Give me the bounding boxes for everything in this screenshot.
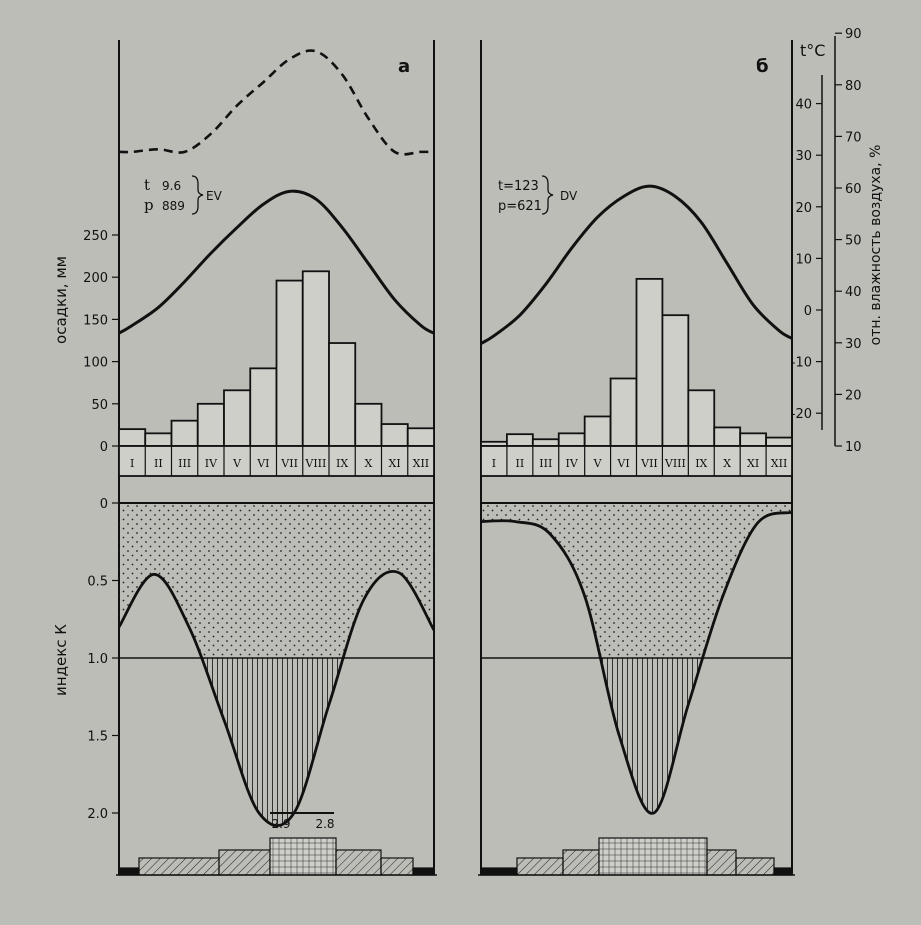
- y-axis-label-humidity: отн. влажность воздуха, %: [868, 144, 884, 346]
- precip-bar: [714, 427, 740, 446]
- humidity-line: [119, 51, 434, 155]
- month-label: XI: [388, 457, 401, 470]
- k-tick-label: 0.5: [87, 574, 108, 590]
- belt-segment: [139, 858, 219, 875]
- annotation-b: [498, 176, 578, 214]
- offscale-label-1: 2.9: [271, 817, 291, 831]
- precip-bar: [198, 404, 224, 446]
- temp-tick-label: -20: [790, 407, 812, 423]
- month-label: II: [154, 457, 163, 470]
- k-tick-label: 0: [99, 497, 108, 512]
- belt-segment: [219, 850, 270, 875]
- panel-b-bottom: [478, 503, 795, 875]
- precip-bar: [382, 424, 408, 446]
- annotation-a-t-value: 9.6: [162, 179, 182, 193]
- humidity-tick-label: 30: [845, 336, 862, 352]
- month-label: III: [178, 457, 192, 470]
- temp-tick-label: 0: [803, 304, 812, 319]
- annotation-b-brace: [542, 176, 553, 214]
- belt-segment: [481, 868, 517, 875]
- precip-bar: [662, 315, 688, 446]
- annotation-b-type: DV: [560, 189, 578, 203]
- y-tick-label: 50: [91, 397, 108, 413]
- humidity-tick-label: 50: [845, 233, 862, 249]
- temp-tick-label: 20: [795, 200, 812, 216]
- annotation-a: [144, 176, 223, 214]
- k-tick-label: 1.5: [87, 729, 108, 745]
- belt-segment: [336, 850, 381, 875]
- k-tick-label: 2.0: [87, 807, 108, 822]
- humidity-tick-label: 40: [845, 285, 862, 301]
- month-label: II: [515, 457, 525, 470]
- month-label: XII: [412, 457, 430, 470]
- y-tick-label: 0: [99, 440, 108, 455]
- precip-bar: [172, 421, 198, 446]
- temp-tick-label: 30: [795, 149, 812, 165]
- precip-bar: [533, 439, 559, 446]
- belt-segment: [707, 850, 736, 875]
- month-label: VIII: [664, 457, 686, 470]
- annotation-b-p: p=621: [498, 199, 542, 214]
- precip-bar: [250, 368, 276, 446]
- y-axis-label-precip: осадки, мм: [52, 256, 70, 344]
- temp-tick-label: -10: [790, 355, 812, 371]
- precip-bar: [740, 433, 766, 446]
- precip-bar: [559, 433, 585, 446]
- month-label: IX: [695, 457, 708, 470]
- annotation-a-p-value: 889: [162, 199, 185, 213]
- panel-a-bottom: [87, 497, 437, 875]
- y-tick-label: 200: [83, 271, 108, 287]
- precip-bar: [355, 404, 381, 446]
- annotation-a-p-label: p: [144, 196, 154, 214]
- month-label: IV: [204, 457, 218, 470]
- month-label: IX: [336, 457, 349, 470]
- temp-tick-label: 10: [795, 252, 812, 268]
- belt-segment: [736, 858, 774, 875]
- month-label: VI: [257, 457, 270, 470]
- precip-bar: [329, 343, 355, 446]
- month-label: X: [364, 457, 373, 470]
- month-label: V: [233, 457, 242, 470]
- month-label: I: [491, 457, 497, 470]
- belt-segment: [517, 858, 563, 875]
- k-tick-label: 1.0: [87, 652, 108, 667]
- precip-bar: [303, 271, 329, 446]
- annotation-a-brace: [192, 176, 203, 214]
- precip-bar: [766, 438, 792, 446]
- right-axes: [791, 27, 862, 455]
- month-label: IV: [565, 457, 578, 470]
- month-label: XII: [770, 457, 788, 470]
- belt-segment: [599, 838, 707, 875]
- y-tick-label: 150: [83, 313, 108, 329]
- precip-bar: [688, 390, 714, 446]
- humidity-tick-label: 90: [845, 27, 862, 43]
- precip-bar: [145, 433, 171, 446]
- month-label: VI: [617, 457, 630, 470]
- panel-b-label: б: [756, 56, 769, 77]
- precip-bar: [408, 428, 434, 446]
- y-tick-label: 250: [83, 229, 108, 244]
- temp-tick-label: 40: [795, 97, 812, 113]
- humidity-tick-label: 10: [845, 440, 862, 455]
- humidity-tick-label: 80: [845, 78, 862, 94]
- month-label: X: [723, 457, 732, 470]
- month-label: XI: [747, 457, 760, 470]
- y-axis-label-temp: t°C: [800, 41, 826, 60]
- precip-bar: [611, 378, 637, 446]
- month-label: VII: [281, 457, 298, 470]
- belt-segment: [270, 838, 336, 875]
- humidity-tick-label: 70: [845, 130, 862, 146]
- precip-bar: [637, 279, 663, 446]
- y-tick-label: 100: [83, 355, 108, 371]
- annotation-a-t-label: t: [144, 176, 151, 194]
- precip-bar: [224, 390, 250, 446]
- precip-bar: [277, 281, 303, 446]
- month-label: III: [539, 457, 553, 470]
- y-axis-label-k: индекс К: [52, 624, 70, 696]
- annotation-a-type: EV: [206, 189, 222, 203]
- month-label: VIII: [305, 457, 327, 470]
- month-label: V: [593, 457, 602, 470]
- belt-segment: [413, 868, 434, 875]
- offscale-label-2: 2.8: [315, 817, 335, 831]
- annotation-b-t: t=123: [498, 179, 539, 194]
- belt-segment: [563, 850, 599, 875]
- precip-bar: [507, 434, 533, 446]
- belt-segment: [774, 868, 792, 875]
- precip-bar: [585, 416, 611, 446]
- month-label: VII: [641, 457, 658, 470]
- humidity-tick-label: 60: [845, 182, 862, 197]
- belt-segment: [119, 868, 139, 875]
- panel-a-label: а: [398, 56, 411, 77]
- humidity-tick-label: 20: [845, 388, 862, 404]
- belt-segment: [381, 858, 413, 875]
- month-label: I: [129, 457, 135, 470]
- precip-bar: [119, 429, 145, 446]
